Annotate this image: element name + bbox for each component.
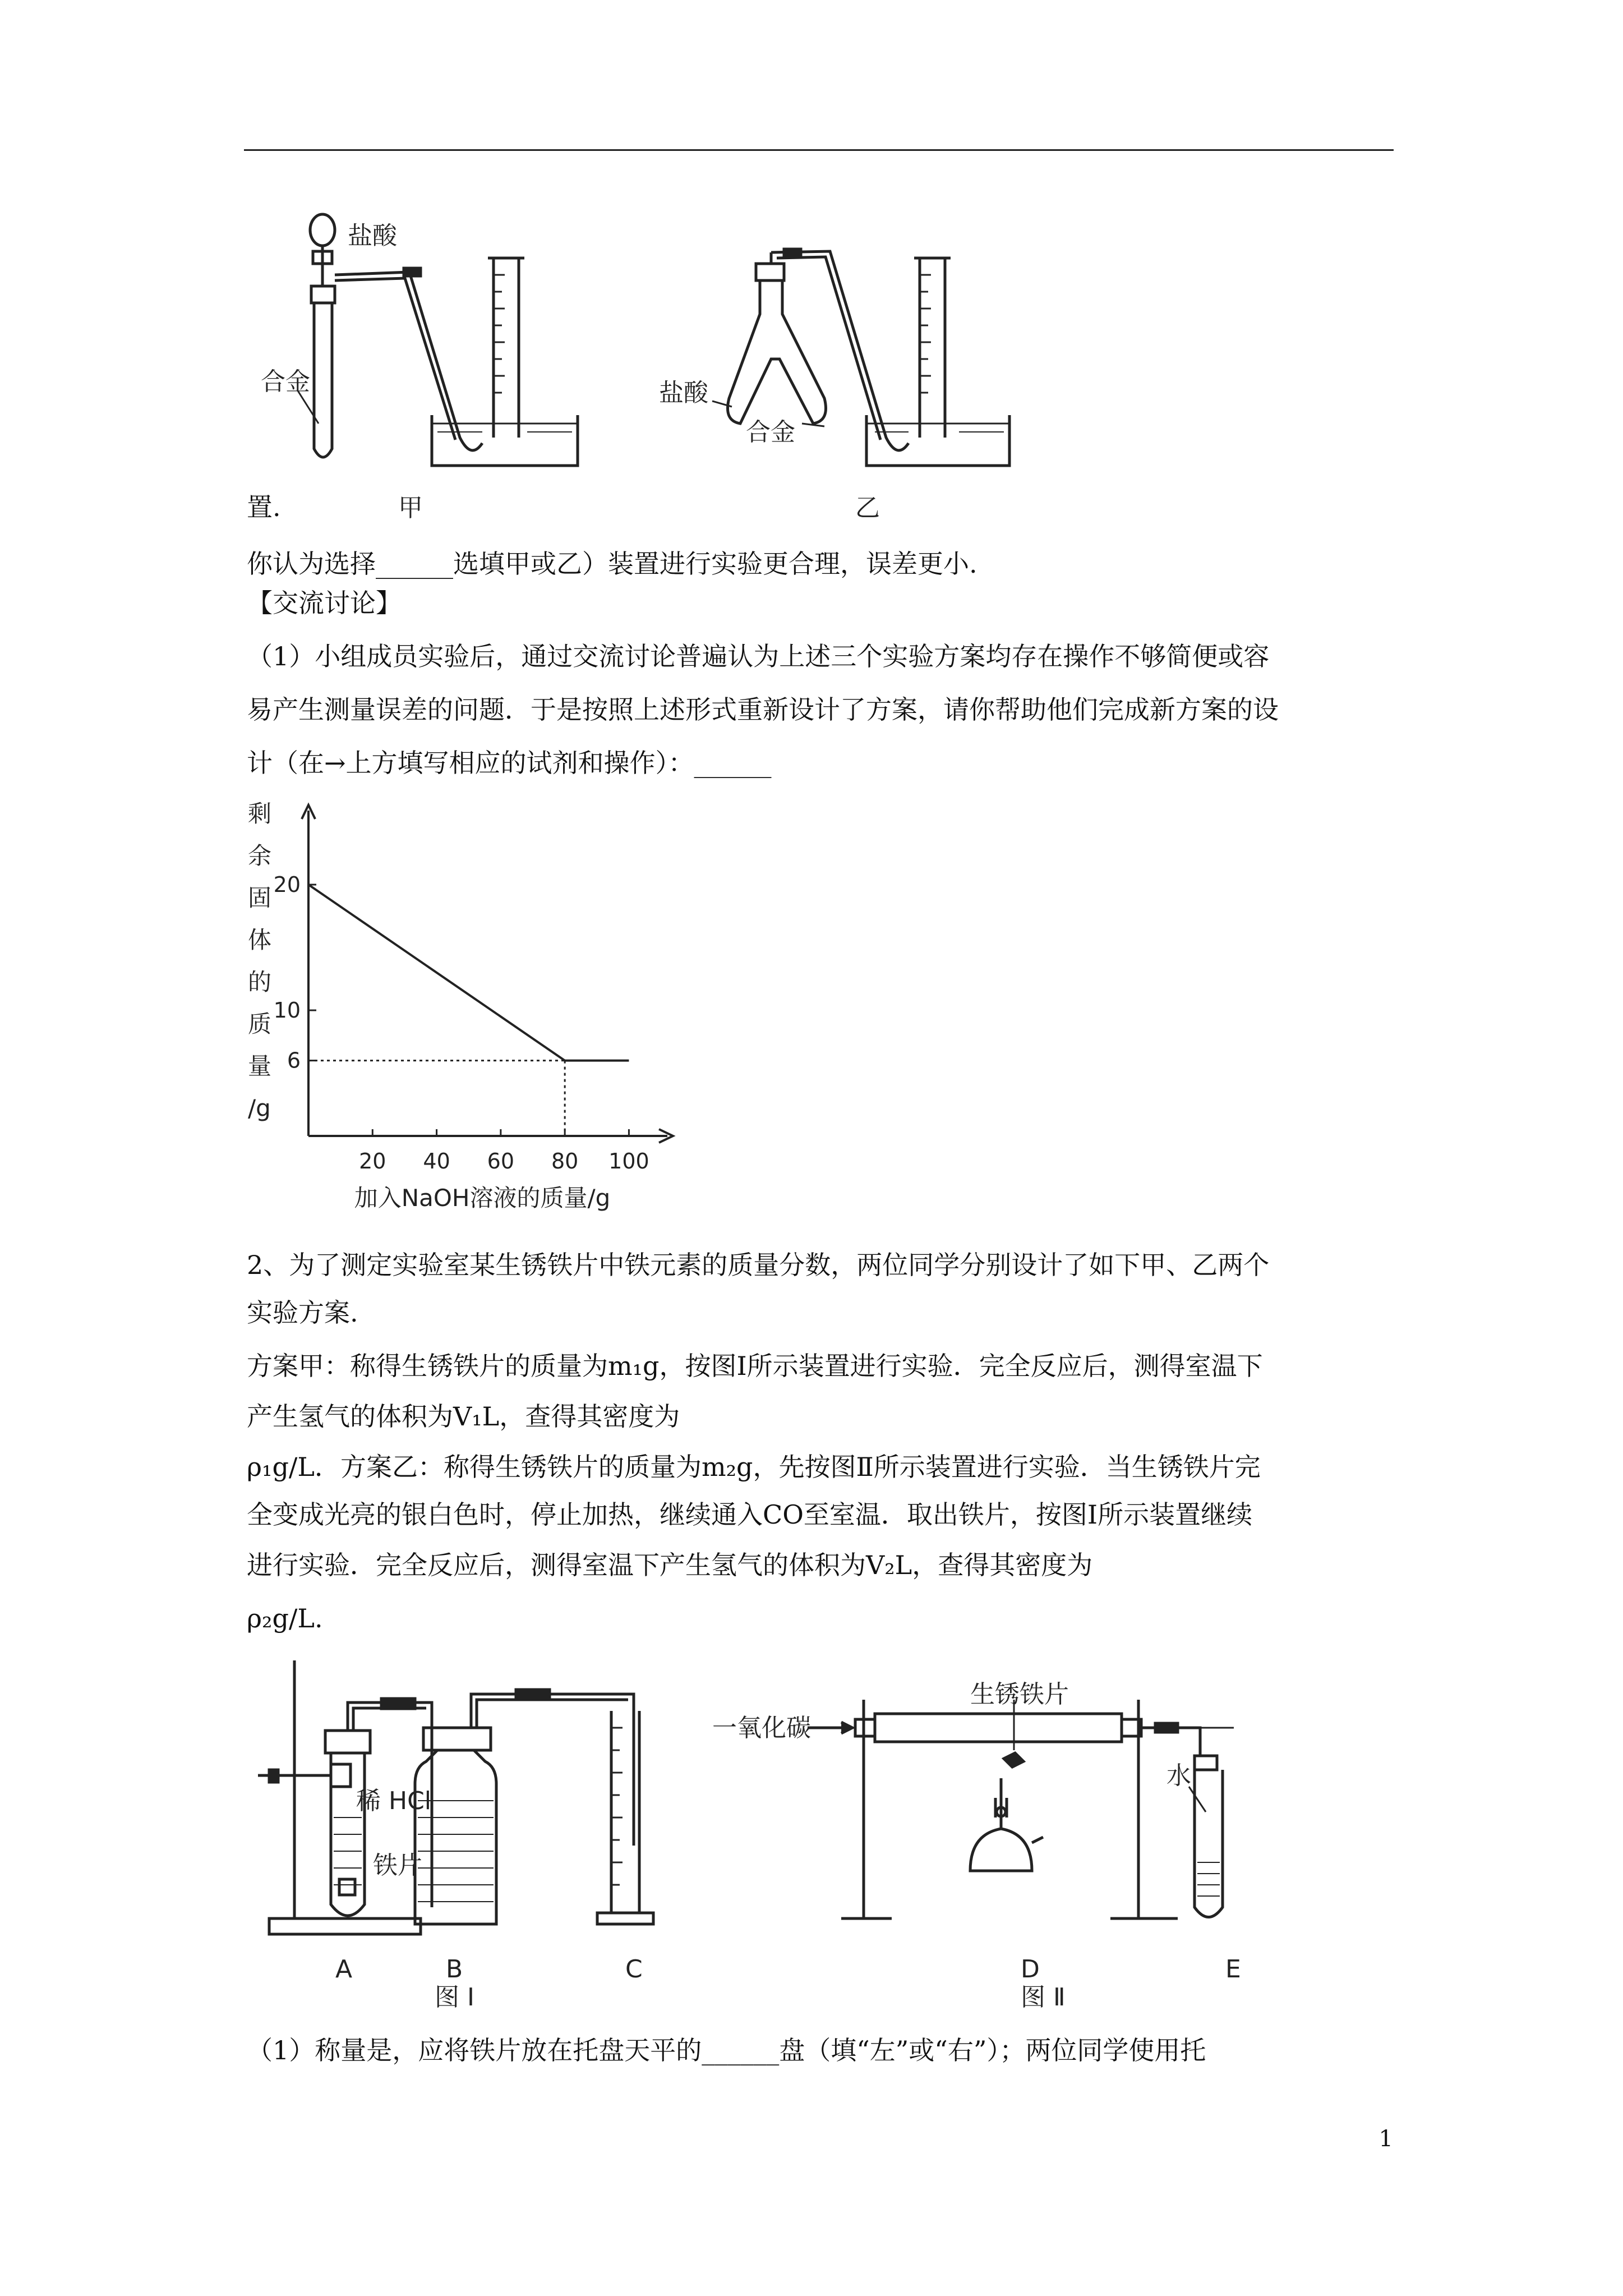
x-tick-label: 100: [608, 1149, 649, 1174]
y-label-char: 的: [248, 968, 272, 996]
series-line: [308, 885, 629, 1061]
apparatus-D: [808, 1700, 1234, 1918]
q2-line-h: ρ₂g/L.: [247, 1603, 323, 1634]
water-label: 水: [1166, 1761, 1191, 1790]
label-A: A: [335, 1955, 353, 1984]
x-tick-label: 60: [487, 1149, 515, 1174]
jia-alloy-label: 合金: [261, 367, 310, 396]
y-label-char: 剩: [248, 800, 272, 827]
fig1-caption: 图 Ⅰ: [435, 1983, 474, 2012]
header-rule: [244, 149, 1394, 151]
y-label-char: 体: [248, 926, 272, 954]
q2-line-b: 实验方案.: [247, 1297, 358, 1328]
apparatus-jia: [297, 214, 578, 466]
q2-line-a: 2、为了测定实验室某生锈铁片中铁元素的质量分数，两位同学分别设计了如下甲、乙两个: [247, 1250, 1270, 1280]
yi-caption: 乙: [855, 494, 880, 522]
x-axis-label: 加入NaOH溶液的质量/g: [354, 1184, 611, 1212]
rusty-iron-label: 生锈铁片: [970, 1680, 1069, 1709]
co-label: 一氧化碳: [712, 1714, 811, 1742]
apparatus-figure-bottom: [247, 1649, 1385, 2036]
apparatus-B: [415, 1690, 634, 1924]
y-tick-label: 10: [273, 998, 301, 1023]
discussion-1c: 计（在→上方填写相应的试剂和操作）：______: [247, 748, 772, 778]
q2-line-c: 方案甲：称得生锈铁片的质量为m₁g，按图Ⅰ所示装置进行实验．完全反应后，测得室温下: [247, 1351, 1263, 1381]
q2-line-e: ρ₁g/L．方案乙：称得生锈铁片的质量为m₂g，先按图Ⅱ所示装置进行实验．当生锈铁片完: [247, 1452, 1261, 1482]
text-line-choose: 你认为选择______选填甲或乙）装置进行实验更合理，误差更小.: [247, 549, 978, 579]
chart: [236, 797, 684, 1223]
page-number: 1: [1378, 2126, 1393, 2152]
apparatus-E: [1189, 1756, 1223, 1917]
discussion-1b: 易产生测量误差的问题．于是按照上述形式重新设计了方案，请你帮助他们完成新方案的设: [247, 694, 1279, 725]
q2-line-d: 产生氢气的体积为V₁L，查得其密度为: [247, 1401, 680, 1432]
y-label-char: 量: [248, 1052, 272, 1080]
discussion-title: 【交流讨论】: [247, 588, 402, 618]
q2-line-g: 进行实验．完全反应后，测得室温下产生氢气的体积为V₂L，查得其密度为: [247, 1550, 1093, 1580]
q3-line: （1）称量是，应将铁片放在托盘天平的______盘（填“左”或“右”）；两位同学使用托: [247, 2035, 1206, 2065]
jia-hcl-label: 盐酸: [348, 222, 397, 250]
q2-line-f: 全变成光亮的银白色时，停止加热，继续通入CO至室温．取出铁片，按图Ⅰ所示装置继续: [247, 1499, 1253, 1530]
label-B: B: [446, 1955, 463, 1984]
y-label-char: 质: [248, 1010, 272, 1038]
y-tick-label: 6: [287, 1048, 301, 1073]
fig2-caption: 图 Ⅱ: [1021, 1983, 1066, 2012]
y-label-char: 固: [248, 884, 272, 912]
discussion-1a: （1）小组成员实验后，通过交流讨论普遍认为上述三个实验方案均存在操作不够简便或容: [247, 641, 1270, 671]
iron-label: 铁片: [373, 1851, 422, 1880]
y-tick-label: 20: [273, 872, 301, 897]
apparatus-figure-top: [247, 202, 1032, 527]
x-tick-label: 40: [423, 1149, 450, 1174]
x-tick-label: 20: [359, 1149, 386, 1174]
yi-alloy-label: 合金: [746, 418, 795, 447]
dilute-hcl-label: 稀 HCl: [356, 1787, 432, 1815]
text-line-zhi: 置.: [247, 492, 281, 522]
x-tick-label: 80: [551, 1149, 579, 1174]
label-C: C: [625, 1955, 643, 1984]
yi-hcl-label: 盐酸: [659, 379, 708, 407]
apparatus-C: [597, 1711, 653, 1924]
label-E: E: [1225, 1955, 1241, 1984]
y-label-char: 余: [248, 842, 272, 869]
label-D: D: [1021, 1955, 1040, 1984]
jia-caption: 甲: [398, 494, 423, 522]
y-label-char: /g: [248, 1094, 271, 1122]
